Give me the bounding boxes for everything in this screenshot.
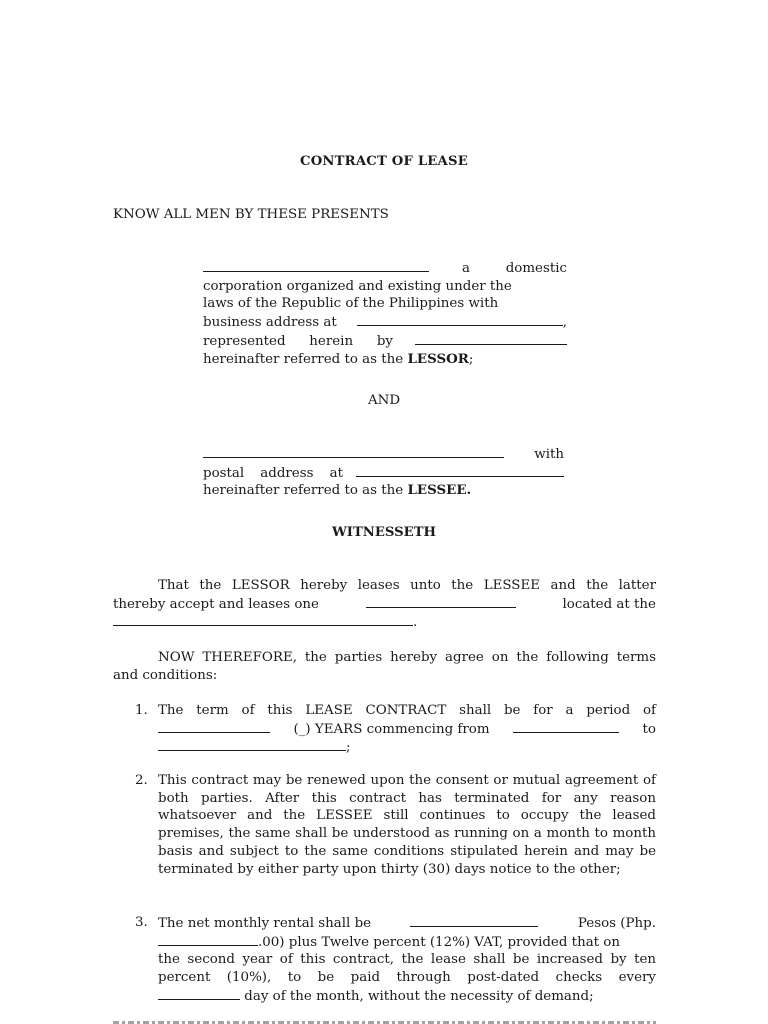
- lessor-line-2: corporation organized and existing under the: [203, 278, 512, 294]
- lessee-name-blank: [203, 445, 504, 458]
- lease-paragraph: [113, 577, 656, 632]
- payment-day-blank: [158, 987, 240, 1000]
- item3-line-4: percent (10%), to be paid through post-dated checks every: [158, 970, 656, 986]
- document-title: CONTRACT OF LEASE: [300, 154, 468, 169]
- opening-line: KNOW ALL MEN BY THESE PRESENTS: [113, 207, 389, 222]
- lessor-role: LESSOR: [407, 350, 469, 367]
- para1-line-2: thereby accept and leases one located at the: [113, 596, 656, 612]
- item3-line-2: .00) plus Twelve percent (12%) VAT, provided that on: [158, 933, 656, 952]
- and-separator: AND: [367, 393, 401, 408]
- leased-property-blank: [366, 595, 516, 608]
- lessor-name-blank: [203, 259, 429, 272]
- rental-amount-words-blank: [410, 914, 538, 927]
- lessee-line-1: with: [203, 445, 564, 464]
- para1-line-3: .: [113, 613, 656, 632]
- item3-line-1: The net monthly rental shall be Pesos (Php.: [158, 916, 656, 931]
- lessor-line1-a: a: [462, 261, 470, 276]
- lessee-line-3: hereinafter referred to as the LESSEE.: [203, 482, 472, 499]
- cutoff-text-line: [113, 1016, 656, 1024]
- list-item: [113, 772, 656, 878]
- item-number: 1.: [135, 703, 148, 718]
- end-date-blank: [158, 738, 346, 751]
- item-number: 2.: [135, 773, 148, 788]
- lessor-block: [203, 259, 567, 368]
- lessor-representative-blank: [415, 332, 567, 345]
- lessor-address-label: business address at: [203, 315, 337, 331]
- item1-line-1: The term of this LEASE CONTRACT shall be for a period of: [158, 703, 656, 718]
- lessor-line-4: business address at ,: [203, 315, 567, 331]
- item3-line-3: the second year of this contract, the lease shall be increased by ten: [158, 952, 656, 968]
- lessor-line-1: [203, 259, 567, 278]
- lessor-line-5: represented herein by: [203, 332, 567, 351]
- lessor-line-3: laws of the Republic of the Philippines with: [203, 296, 499, 312]
- start-date-blank: [513, 720, 619, 733]
- property-location-blank: [113, 613, 413, 626]
- lessor-address-blank: [357, 313, 563, 326]
- term-years-words-blank: [158, 720, 270, 733]
- lessee-role: LESSEE.: [407, 482, 472, 499]
- lessee-line-2: postal address at: [203, 464, 564, 483]
- list-item: [113, 914, 656, 1006]
- para2-line-1: NOW THEREFORE, the parties hereby agree on the following terms: [158, 650, 656, 665]
- witnesseth-heading: WITNESSETH: [332, 525, 436, 540]
- list-item: [113, 702, 656, 757]
- terms-intro-paragraph: [113, 649, 656, 684]
- item2-text: This contract may be renewed upon the consent or mutual agreement of both parties. After this contract has terminated for any reason whatsoever and the LESSEE still continues to occupy the leased premises, the same shall be understood as running on a month to month basis and subject to the same conditions stipulated herein and may be terminated by either party upon thirty (30) days notice to the other;: [158, 773, 656, 877]
- item3-line-5: day of the month, without the necessity of demand;: [158, 987, 656, 1006]
- lessee-address-blank: [356, 464, 564, 477]
- lessor-line-6: hereinafter referred to as the LESSOR;: [203, 350, 474, 367]
- rental-amount-figure-blank: [158, 933, 258, 946]
- item1-line-2: (_) YEARS commencing from to: [158, 720, 656, 739]
- lessee-block: [203, 445, 564, 500]
- item1-line-3: ;: [158, 738, 656, 757]
- lessor-line1-domestic: domestic: [505, 261, 567, 276]
- para2-line-2: and conditions:: [113, 667, 218, 683]
- item-number: 3.: [135, 915, 148, 930]
- para1-line-1: That the LESSOR hereby leases unto the LESSEE and the latter: [158, 578, 656, 593]
